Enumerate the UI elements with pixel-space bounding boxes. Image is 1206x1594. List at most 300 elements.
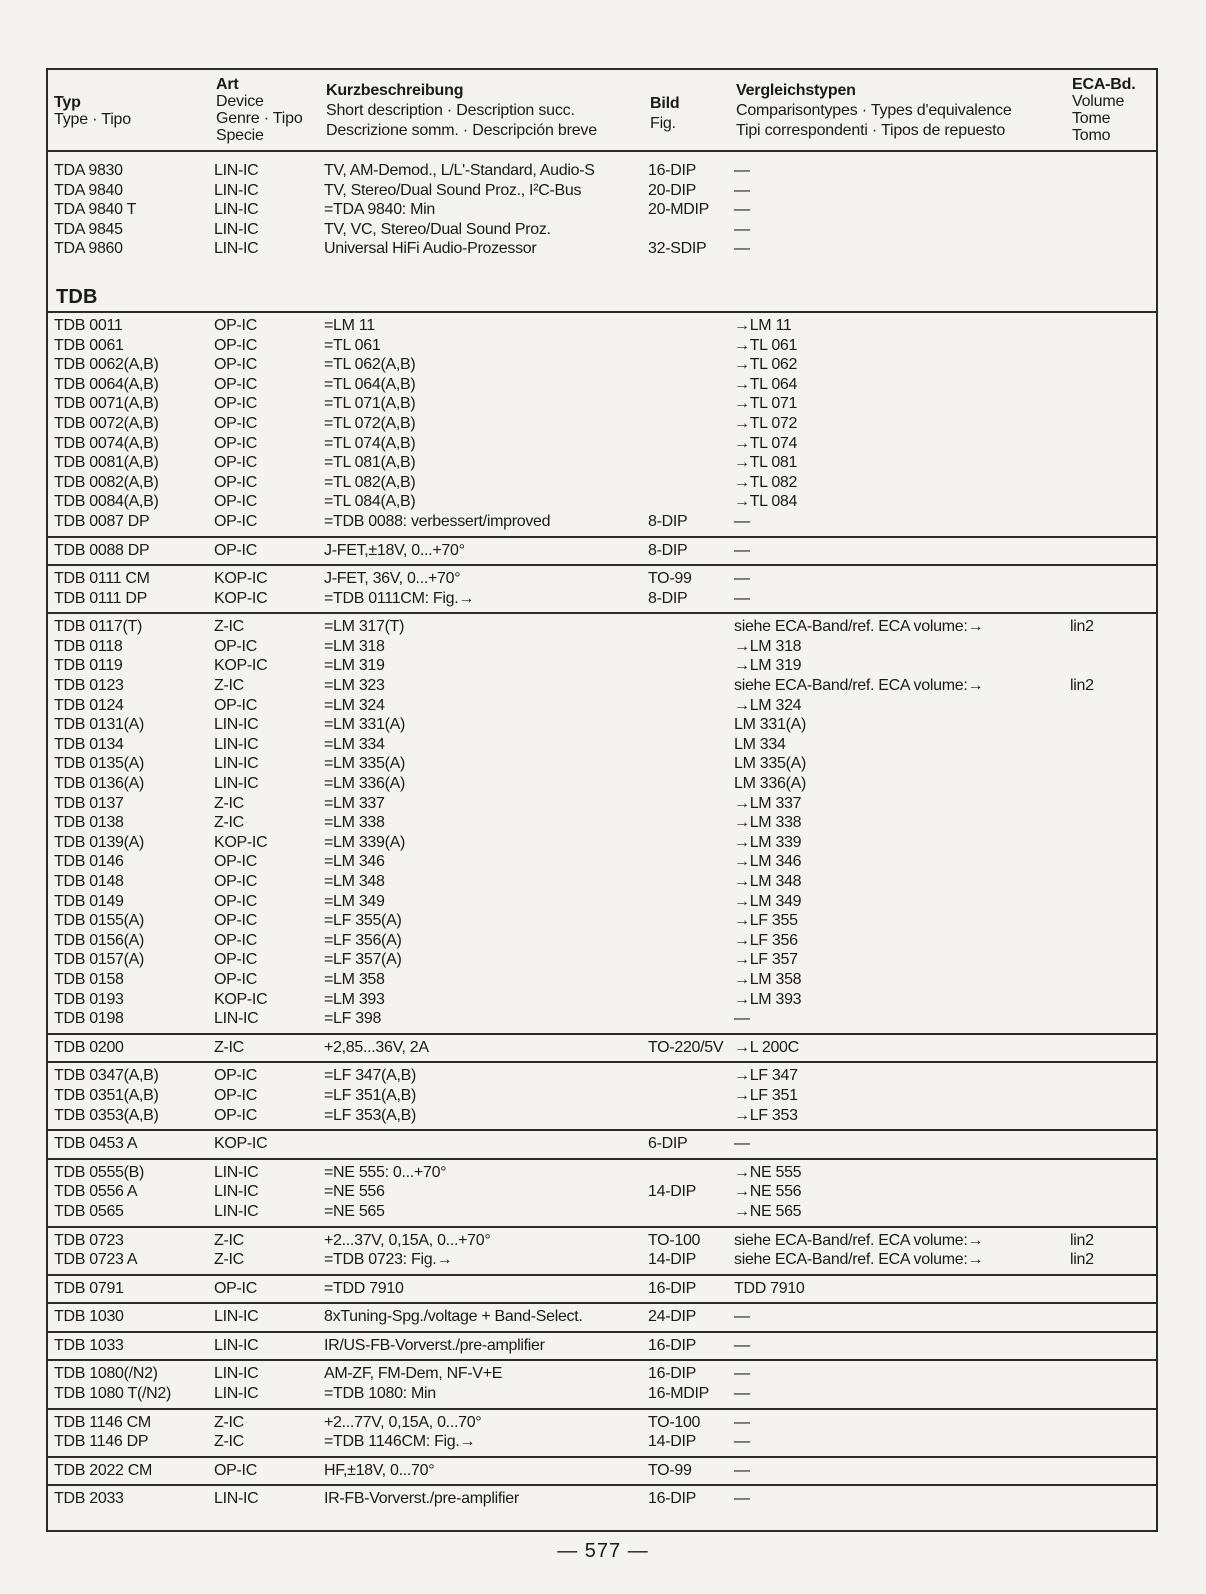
cell-figure: 16-DIP <box>648 162 696 179</box>
table-row <box>48 794 1156 814</box>
row-group <box>48 1361 1156 1409</box>
cell-figure: 16-DIP <box>648 1365 696 1383</box>
table-row <box>48 931 1156 951</box>
cell-comparison: — <box>734 1385 750 1403</box>
cell-device: LIN-IC <box>214 1010 259 1028</box>
cell-eca-volume: lin2 <box>1070 1231 1094 1249</box>
cell-device: Z-IC <box>214 1433 244 1451</box>
table-row <box>48 1066 1156 1086</box>
cell-device: OP-IC <box>214 931 257 949</box>
cell-device: OP-IC <box>214 1461 257 1479</box>
cell-device: OP-IC <box>214 853 257 871</box>
cell-device: OP-IC <box>214 356 257 374</box>
cell-comparison: — <box>734 1135 750 1153</box>
cell-type: TDB 0157(A) <box>54 951 145 969</box>
table-row <box>48 569 1156 589</box>
cell-comparison: →LM 11 <box>734 316 792 334</box>
cell-description: IR/US-FB-Vorverst./pre-amplifier <box>324 1336 545 1354</box>
header-vergl-sub2: Tipi correspondenti · Tipos de repuesto <box>736 122 1006 139</box>
cell-device: OP-IC <box>214 375 257 393</box>
cell-device: LIN-IC <box>214 1308 259 1326</box>
cell-comparison: — <box>734 1433 750 1451</box>
page-number: — 577 — <box>557 1540 649 1562</box>
cell-comparison: →NE 555 <box>734 1163 802 1181</box>
cell-comparison: →LM 393 <box>734 990 802 1008</box>
table-row <box>48 1413 1156 1433</box>
cell-description: =TDB 1146CM: Fig.→ <box>324 1433 476 1451</box>
cell-comparison: →LM 338 <box>734 814 802 832</box>
cell-device: LIN-IC <box>214 181 259 199</box>
header-vergl <box>736 81 1012 141</box>
table-row <box>48 200 1156 220</box>
cell-device: LIN-IC <box>214 755 259 773</box>
cell-type: TDB 0119 <box>54 657 123 675</box>
cell-device: Z-IC <box>214 1231 244 1249</box>
header-art-sub1: Device <box>216 93 264 110</box>
cell-figure: 32-SDIP <box>648 240 707 258</box>
cell-comparison: →LM 348 <box>734 873 802 890</box>
cell-comparison: — <box>734 1413 750 1431</box>
row-group <box>48 1304 1156 1333</box>
cell-comparison: →LF 351 <box>734 1086 798 1104</box>
cell-type: TDB 1080 T(/N2) <box>54 1385 172 1403</box>
cell-device: KOP-IC <box>214 570 268 588</box>
table-row <box>48 990 1156 1010</box>
table-row <box>48 833 1156 853</box>
table-row <box>48 1461 1156 1481</box>
cell-device: LIN-IC <box>214 735 259 753</box>
cell-description: =TL 081(A,B) <box>324 454 416 472</box>
header-kurz-sub1: Short description · Description succ. <box>326 102 575 119</box>
cell-type: TDB 1033 <box>54 1336 124 1354</box>
row-group <box>48 1458 1156 1487</box>
cell-device: LIN-IC <box>214 1202 259 1220</box>
header-bild <box>650 94 679 134</box>
cell-device: LIN-IC <box>214 1163 259 1181</box>
cell-comparison: siehe ECA-Band/ref. ECA volume:→ <box>734 1231 984 1249</box>
cell-comparison: — <box>734 541 750 559</box>
table-row <box>48 1106 1156 1126</box>
cell-type: TDB 0134 <box>54 735 124 753</box>
header-kurz-title: Kurzbeschreibung <box>326 82 464 99</box>
table-row <box>48 813 1156 833</box>
cell-type: TDB 0072(A,B) <box>54 414 159 432</box>
header-art-title: Art <box>216 76 239 93</box>
cell-type: TDB 2033 <box>54 1490 124 1508</box>
table-row <box>48 1182 1156 1202</box>
cell-comparison: LM 335(A) <box>734 755 806 773</box>
cell-figure: TO-220/5V <box>648 1038 724 1056</box>
cell-device: OP-IC <box>214 892 257 910</box>
header-typ <box>54 94 131 128</box>
cell-description: =LF 357(A) <box>324 951 402 969</box>
cell-description: =LM 349 <box>324 892 385 910</box>
cell-device: OP-IC <box>214 1086 257 1104</box>
cell-type: TDA 9840 <box>54 181 123 199</box>
cell-description: =NE 556 <box>324 1183 385 1201</box>
cell-description: =TDA 9840: Min <box>324 201 435 219</box>
cell-type: TDB 0131(A) <box>54 716 145 734</box>
table-row <box>48 676 1156 696</box>
cell-comparison: →TL 062 <box>734 356 798 374</box>
cell-description: TV, VC, Stereo/Dual Sound Proz. <box>324 220 551 238</box>
cell-comparison: →TL 064 <box>734 375 798 393</box>
cell-type: TDB 0723 A <box>54 1251 138 1269</box>
table-row <box>48 1038 1156 1058</box>
cell-type: TDB 0118 <box>54 637 123 655</box>
cell-comparison: →LF 357 <box>734 951 798 969</box>
cell-description: TV, AM-Demod., L/L'-Standard, Audio-S <box>324 162 595 179</box>
table-row <box>48 1279 1156 1299</box>
cell-device: Z-IC <box>214 1251 244 1269</box>
header-bild-sub: Fig. <box>650 115 676 132</box>
cell-comparison: siehe ECA-Band/ref. ECA volume:→ <box>734 618 984 636</box>
table-row <box>48 1364 1156 1384</box>
cell-figure: 8-DIP <box>648 512 688 530</box>
header-vergl-sub1: Comparisontypes · Types d'equivalence <box>736 102 1012 119</box>
cell-description: TV, Stereo/Dual Sound Proz., I²C-Bus <box>324 181 582 199</box>
cell-device: Z-IC <box>214 1038 244 1056</box>
cell-comparison: →TL 061 <box>734 336 798 354</box>
cell-comparison: LM 336(A) <box>734 775 806 793</box>
cell-type: TDB 0155(A) <box>54 912 145 930</box>
cell-figure: 20-DIP <box>648 181 696 199</box>
section-title: TDB <box>56 285 98 308</box>
cell-description: +2...77V, 0,15A, 0...70° <box>324 1413 482 1431</box>
cell-figure: 16-DIP <box>648 1490 696 1508</box>
cell-type: TDB 0138 <box>54 814 124 832</box>
cell-type: TDB 0555(B) <box>54 1163 145 1181</box>
table-row <box>48 414 1156 434</box>
table-row <box>48 1231 1156 1251</box>
cell-description: =TL 061 <box>324 336 381 354</box>
cell-comparison: — <box>734 1308 750 1326</box>
cell-device: Z-IC <box>214 794 244 812</box>
cell-comparison: →LM 319 <box>734 657 802 675</box>
table-row <box>48 161 1156 181</box>
table-row <box>48 220 1156 240</box>
cell-comparison: →LM 358 <box>734 970 802 988</box>
row-group <box>48 1228 1156 1276</box>
table-row <box>48 375 1156 395</box>
cell-device: LIN-IC <box>214 1385 259 1403</box>
cell-type: TDB 1146 DP <box>54 1433 149 1451</box>
table-row <box>48 336 1156 356</box>
row-group <box>48 1276 1156 1305</box>
cell-device: OP-IC <box>214 696 257 714</box>
cell-description: =TL 082(A,B) <box>324 473 416 491</box>
table-row <box>48 892 1156 912</box>
cell-type: TDB 0556 A <box>54 1183 138 1201</box>
table-row <box>48 394 1156 414</box>
cell-device: OP-IC <box>214 493 257 511</box>
table-row <box>48 1336 1156 1356</box>
cell-type: TDB 0135(A) <box>54 755 145 773</box>
table-row <box>48 512 1156 532</box>
cell-type: TDB 0117(T) <box>54 618 142 636</box>
cell-description: =LF 353(A,B) <box>324 1106 417 1124</box>
cell-description: =LM 318 <box>324 637 385 655</box>
cell-comparison: →L 200C <box>734 1038 799 1056</box>
cell-figure: TO-100 <box>648 1231 701 1249</box>
cell-device: Z-IC <box>214 1413 244 1431</box>
cell-type: TDB 1080(/N2) <box>54 1365 158 1383</box>
header-eca-title: ECA-Bd. <box>1072 76 1136 93</box>
cell-comparison: — <box>734 201 750 219</box>
cell-figure: 24-DIP <box>648 1308 696 1326</box>
cell-type: TDB 0111 CM <box>54 570 150 588</box>
cell-description: =LM 346 <box>324 853 385 871</box>
cell-description: =LM 319 <box>324 657 385 675</box>
table-row <box>48 1009 1156 1029</box>
cell-figure: TO-100 <box>648 1413 701 1431</box>
table-row <box>48 1384 1156 1404</box>
cell-type: TDB 0198 <box>54 1010 124 1028</box>
table-row <box>48 316 1156 336</box>
cell-description: =LF 351(A,B) <box>324 1086 417 1104</box>
cell-eca-volume: lin2 <box>1070 1251 1094 1269</box>
cell-comparison: — <box>734 162 750 179</box>
table-row <box>48 970 1156 990</box>
cell-device: Z-IC <box>214 814 244 832</box>
row-group <box>48 152 1156 263</box>
cell-device: Z-IC <box>214 677 244 695</box>
cell-device: OP-IC <box>214 873 257 890</box>
cell-type: TDB 0193 <box>54 990 124 1008</box>
cell-type: TDA 9860 <box>54 240 123 258</box>
cell-description: =TDB 1080: Min <box>324 1385 436 1403</box>
table-row <box>48 735 1156 755</box>
cell-description: =LM 358 <box>324 970 385 988</box>
cell-type: TDB 0062(A,B) <box>54 356 159 374</box>
cell-figure: 16-MDIP <box>648 1385 710 1403</box>
cell-type: TDB 0082(A,B) <box>54 473 159 491</box>
cell-description: =LM 323 <box>324 677 385 695</box>
cell-figure: 14-DIP <box>648 1433 696 1451</box>
cell-description: =TL 062(A,B) <box>324 356 416 374</box>
cell-description: =LF 347(A,B) <box>324 1067 417 1085</box>
table-row <box>48 434 1156 454</box>
cell-comparison: →LM 339 <box>734 833 802 851</box>
cell-figure: 20-MDIP <box>648 201 710 219</box>
cell-device: LIN-IC <box>214 716 259 734</box>
cell-description: =LF 398 <box>324 1010 382 1028</box>
cell-comparison: →LM 324 <box>734 696 802 714</box>
cell-device: LIN-IC <box>214 201 259 219</box>
cell-comparison: →TL 081 <box>734 454 798 472</box>
cell-comparison: — <box>734 1365 750 1383</box>
row-group <box>48 1063 1156 1131</box>
cell-device: OP-IC <box>214 1279 257 1297</box>
row-group <box>48 1035 1156 1064</box>
cell-type: TDB 0453 A <box>54 1135 138 1153</box>
cell-device: KOP-IC <box>214 589 268 607</box>
cell-comparison: LM 331(A) <box>734 716 806 734</box>
cell-description: IR-FB-Vorverst./pre-amplifier <box>324 1490 519 1508</box>
cell-comparison: — <box>734 570 750 588</box>
cell-device: KOP-IC <box>214 657 268 675</box>
cell-device: OP-IC <box>214 473 257 491</box>
cell-device: OP-IC <box>214 512 257 530</box>
table-row <box>48 1163 1156 1183</box>
header-typ-title: Typ <box>54 94 81 111</box>
header-kurz-sub2: Descrizione somm. · Descripción breve <box>326 122 597 139</box>
cell-comparison: — <box>734 1461 750 1479</box>
cell-device: OP-IC <box>214 541 257 559</box>
cell-description: =LF 355(A) <box>324 912 402 930</box>
cell-device: OP-IC <box>214 395 257 413</box>
cell-type: TDB 0071(A,B) <box>54 395 159 413</box>
table-row <box>48 181 1156 201</box>
cell-figure: TO-99 <box>648 570 692 588</box>
row-group <box>48 566 1156 614</box>
row-group <box>48 1160 1156 1228</box>
cell-type: TDA 9830 <box>54 162 123 179</box>
cell-description: =LM 339(A) <box>324 833 406 851</box>
table-row <box>48 589 1156 609</box>
cell-comparison: →NE 556 <box>734 1183 802 1201</box>
cell-type: TDB 0139(A) <box>54 833 145 851</box>
cell-type: TDB 1146 CM <box>54 1413 151 1431</box>
cell-description: +2,85...36V, 2A <box>324 1038 429 1056</box>
cell-type: TDB 0111 DP <box>54 589 148 607</box>
cell-comparison: →TL 071 <box>734 395 798 413</box>
cell-device: Z-IC <box>214 618 244 636</box>
cell-type: TDB 0124 <box>54 696 124 714</box>
cell-device: LIN-IC <box>214 162 259 179</box>
cell-description: =TDB 0111CM: Fig.→ <box>324 589 475 607</box>
table-row <box>48 1250 1156 1270</box>
table-row <box>48 872 1156 892</box>
cell-comparison: — <box>734 1336 750 1354</box>
cell-description: =NE 565 <box>324 1202 385 1220</box>
cell-comparison: →TL 084 <box>734 493 798 511</box>
table-row <box>48 696 1156 716</box>
table-row <box>48 1489 1156 1509</box>
cell-figure: 14-DIP <box>648 1183 696 1201</box>
cell-description: +2...37V, 0,15A, 0...+70° <box>324 1231 491 1249</box>
catalog-table <box>46 68 1158 1532</box>
cell-device: OP-IC <box>214 434 257 452</box>
cell-device: OP-IC <box>214 637 257 655</box>
cell-figure: 8-DIP <box>648 589 688 607</box>
cell-device: LIN-IC <box>214 1183 259 1201</box>
cell-type: TDB 0149 <box>54 892 124 910</box>
cell-type: TDB 0156(A) <box>54 931 145 949</box>
cell-device: LIN-IC <box>214 775 259 793</box>
cell-comparison: →TL 074 <box>734 434 798 452</box>
cell-type: TDB 0123 <box>54 677 124 695</box>
header-eca <box>1072 76 1135 144</box>
cell-device: LIN-IC <box>214 1490 259 1508</box>
cell-figure: TO-99 <box>648 1461 692 1479</box>
header-kurz <box>326 81 597 141</box>
cell-device: LIN-IC <box>214 240 259 258</box>
cell-description: =TDB 0088: verbessert/improved <box>324 512 551 530</box>
header-vergl-title: Vergleichstypen <box>736 82 856 99</box>
cell-comparison: — <box>734 1490 750 1508</box>
cell-type: TDB 0146 <box>54 853 124 871</box>
table-row <box>48 911 1156 931</box>
cell-description: =LM 11 <box>324 316 375 334</box>
cell-description: =TL 072(A,B) <box>324 414 416 432</box>
cell-eca-volume: lin2 <box>1070 618 1094 636</box>
cell-description: =LM 348 <box>324 873 385 890</box>
table-row <box>48 1307 1156 1327</box>
table-row <box>48 355 1156 375</box>
cell-type: TDB 1030 <box>54 1308 124 1326</box>
cell-device: OP-IC <box>214 1106 257 1124</box>
cell-description: =LM 331(A) <box>324 716 406 734</box>
cell-comparison: — <box>734 512 750 530</box>
cell-comparison: →LM 318 <box>734 637 802 655</box>
row-group <box>48 313 1156 538</box>
cell-type: TDB 0347(A,B) <box>54 1067 159 1085</box>
row-group <box>48 1486 1156 1513</box>
cell-eca-volume: lin2 <box>1070 677 1094 695</box>
cell-description: =TL 074(A,B) <box>324 434 416 452</box>
table-row <box>48 637 1156 657</box>
cell-type: TDB 0087 DP <box>54 512 150 530</box>
cell-description: =TL 071(A,B) <box>324 395 416 413</box>
row-group <box>48 1131 1156 1160</box>
cell-description: 8xTuning-Spg./voltage + Band-Select. <box>324 1308 583 1326</box>
cell-comparison: →LF 353 <box>734 1106 798 1124</box>
header-typ-sub: Type · Tipo <box>54 111 131 128</box>
cell-description: =LM 393 <box>324 990 385 1008</box>
table-row <box>48 774 1156 794</box>
cell-description: Universal HiFi Audio-Prozessor <box>324 240 537 258</box>
table-row <box>48 453 1156 473</box>
cell-type: TDB 0011 <box>54 316 123 334</box>
table-row <box>48 541 1156 561</box>
cell-description: =LM 334 <box>324 735 385 753</box>
cell-comparison: →TL 082 <box>734 473 798 491</box>
row-group <box>48 614 1156 1034</box>
cell-description: =LM 337 <box>324 794 385 812</box>
table-row <box>48 754 1156 774</box>
cell-description: =LM 317(T) <box>324 618 405 636</box>
cell-comparison: — <box>734 589 750 607</box>
cell-type: TDB 0565 <box>54 1202 124 1220</box>
cell-device: OP-IC <box>214 1067 257 1085</box>
cell-description: J-FET, 36V, 0...+70° <box>324 570 461 588</box>
row-group <box>48 538 1156 567</box>
cell-figure: 16-DIP <box>648 1279 696 1297</box>
cell-device: KOP-IC <box>214 990 268 1008</box>
cell-description: =LM 336(A) <box>324 775 406 793</box>
cell-type: TDB 0137 <box>54 794 124 812</box>
table-row <box>48 239 1156 259</box>
table-row <box>48 617 1156 637</box>
cell-comparison: TDD 7910 <box>734 1279 805 1297</box>
header-art-sub3: Specie <box>216 127 264 144</box>
section-heading <box>48 263 1156 313</box>
table-row <box>48 473 1156 493</box>
cell-device: OP-IC <box>214 414 257 432</box>
cell-type: TDB 0061 <box>54 336 124 354</box>
cell-comparison: →LM 337 <box>734 794 802 812</box>
cell-comparison: — <box>734 220 750 238</box>
header-eca-sub3: Tomo <box>1072 127 1111 144</box>
cell-type: TDB 0351(A,B) <box>54 1086 159 1104</box>
cell-type: TDB 0353(A,B) <box>54 1106 159 1124</box>
row-group <box>48 1410 1156 1458</box>
cell-type: TDB 0791 <box>54 1279 124 1297</box>
cell-description: =TDB 0723: Fig.→ <box>324 1251 453 1269</box>
table-row <box>48 1086 1156 1106</box>
cell-type: TDB 0064(A,B) <box>54 375 159 393</box>
